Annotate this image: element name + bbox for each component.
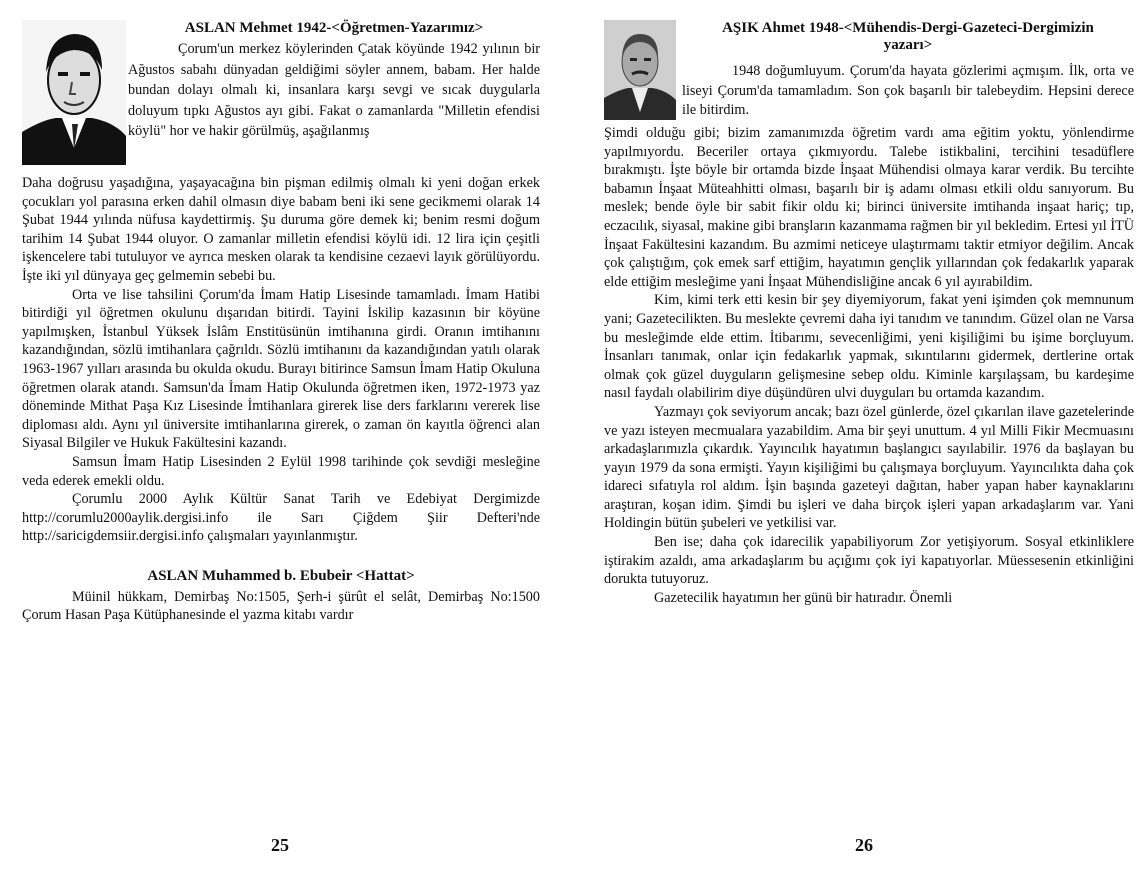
page-left-subheading: ASLAN Muhammed b. Ebubeir <Hattat> bbox=[147, 567, 415, 584]
body-paragraph: Yazmayı çok seviyorum ancak; bazı özel günlerde, özel çıkarılan ilave gazetelerinde ve yazı isteyen mecmualara yazabildim. Ama bir şeyi unuttum. 4 yıl Milli Fikir Mecmuasını arkadaşlarımızla çıkardık. Yayıncılık hayatımın başlangıcı sayılabilir. 1976 da başlayan bu yayın 1979 da sona ermişti. Yayın kişiliğimi bu çalışmaya borçluyum. Yayıncılıkta daha çok idareci sıfatıyla rol aldım. İşin başında gazeteyi dağıtan, haber yapan haber kaynaklarını araştıran, koşan idim. Şimdi bu işleri ve daha birçok işleri yapan arkadaşlarım var. Yani Holdingin bütün şubeleri ve yetkilisi var. bbox=[604, 403, 1134, 532]
author-photo-aslan-mehmet bbox=[22, 20, 126, 165]
body-paragraph: Kim, kimi terk etti kesin bir şey diyemiyorum, fakat yeni işimden çok memnunum yani; Gazetecilikten. Bu meslekte çevremi daha iyi tanıdım ve tanındım. Güzel olan ne Varsa bu mesleğimde elde ettim. İtibarımı, sevecenliğimi, yeni kişiliğimi bu işime borçluyum. İnsanları tanımak, onlar için fedakarlık yapmak, sıkıntılarını gidermek, dertlerine ortak olmak çok güzel duyguların gelişmesine sebep oldu. Kiminle karşılaşsam, bu kardeşime nasıl faydalı olabilirim diye düşündüren ulvi duyguları bu ortamda kazandım. bbox=[604, 292, 1134, 402]
body-paragraph: Daha doğrusu yaşadığına, yaşayacağına bin pişman edilmiş olmalı ki yeni doğan erkek çocukları yol parasına erken dahil olmasın diye babam beni iki sene gecikmemi olarak 14 Şubat 1944 yılında nüfusa kaydettirmiş. Şu duruma göre demek ki; benim resmi doğum tarihim 14 Şubat 1944 oluyor. O zamanlar milletin efendisi köylü idi. 12 lira için çeşitli işkencelere tabi tutuluyor ve ayrıca mesken olarak ta kendisine cezaevi layık görülüyordu. İşte iki yıl dünyaya geç gelmemin sebebi bu. bbox=[22, 175, 540, 284]
page-right-heading: AŞIK Ahmet 1948-<Mühendis-Dergi-Gazeteci-Dergimizin yazarı> bbox=[722, 20, 1094, 53]
page-number: 25 bbox=[271, 835, 289, 855]
author-photo-asik-ahmet bbox=[604, 20, 676, 120]
body-paragraph: Çorumlu 2000 Aylık Kültür Sanat Tarih ve Edebiyat Dergimizde http://corumlu2000aylik.dergisi.info ile Sarı Çiğdem Şiir Defteri'nde http://saricigdemsiir.dergisi.info çalışmaları yayınlanmıştır. bbox=[22, 491, 540, 545]
page-left bbox=[0, 0, 560, 870]
body-paragraph: Gazetecilik hayatımın her günü bir hatıradır. Önemli bbox=[654, 589, 953, 606]
body-paragraph: Ben ise; daha çok idarecilik yapabiliyorum Zor yetişiyorum. Sosyal etkinliklere iştirakim azaldı, ama arkadaşlarım bu açığımı çok iyi kapatıyorlar. Müessesenin etkinliğini dorukta tutuyoruz. bbox=[604, 534, 1134, 588]
body-paragraph: Orta ve lise tahsilini Çorum'da İmam Hatip Lisesinde tamamladı. İmam Hatibi bitirdiği yıl öğretmen okulunu dışarıdan bitirdi. Tayini İskilip kazasının bir köyüne yapılmışken, İstanbul Yüksek İslâm Enstitüsünün imtihanına girdi. Oranın imtihanını kazandığından, sözlü imtihanlara çağrıldı. Sözlü imtihanını da kazandığından yatılı olarak 1963-1967 yılları arasında bu okulda okudu. Burayı bitirince Samsun İmam Hatip Okuluna öğretmen olarak atandı. Samsun'da İmam Hatip Okulunda öğretmen iken, 1972-1973 yaz döneminde Mithat Paşa Kız Lisesinde İmtihanlara girerek lise ders farklarını vererek lise diploması aldı. Aynı yıl üniversite imtihanlarına girerek, o zaman ön kayıtla öğrenci alan Siyasal Bilgiler ve Hukuk Fakültesini kazandı. bbox=[22, 286, 540, 452]
body-paragraph: Şimdi olduğu gibi; bizim zamanımızda öğretim vardı ama eğitim yoktu, yönlendirme yapılmıyordu. Beceriler ortaya çıkmıyordu. Talebe istikbalini, tercihini tesadüflere bırakmıştı. İşte böyle bir ortamda bizde İnşaat Mühendisi olmaya karar verdik. Bu tercihte babamın İnşaat Müteahhitti olması, başarılı bir iş adamı olması etkili oldu sanıyorum. Bu meslek; bende öyle bir sabit fikir oldu ki; birinci üniversite imtihanda inşaat hariç; tıp, eczacılık, siyasal, makine gibi branşların kazanmama rağmen bir yıl bekledim. Ertesi yıl İTÜ İnşaat Fakültesini kazandım. Bu azmimi neticeye ulaştırmamı taktir etmiyor değilim. Ancak çok çalıştığım, çok emek sarf ettiğim, hayatımın gençlik yıllarından çok fedakarlık yaparak elde ettiğim mesleğime yani İnşaat Mühendisliğine ancak 6 yıl ayırabildim. bbox=[604, 125, 1134, 290]
intro-paragraph: Çorum'un merkez köylerinden Çatak köyünde 1942 yılının bir Ağustos sabahı dünyadan geldiğimi söyler annem, babam. Her halde bundan dolayı olmalı ki, insanlara karşı sevgi ve sıcak duygularla doluyum tıpkı Ağustos ayı gibi. Fakat o zamanlarda "Milletin efendisi köylü" hor ve hakir görülmüş, aşağılanmış bbox=[128, 41, 540, 139]
page-right bbox=[586, 0, 1142, 870]
body-paragraph: Samsun İmam Hatip Lisesinden 2 Eylül 1998 tarihinde çok sevdiği mesleğine veda ederek emekli oldu. bbox=[22, 453, 540, 489]
page-number: 26 bbox=[855, 835, 873, 855]
body-paragraph: Müinil hükkam, Demirbaş No:1505, Şerh-i şürût el selât, Demirbaş No:1500 Çorum Hasan Paşa Kütüphanesinde el yazma kitabı vardır bbox=[22, 588, 540, 624]
page-left-heading: ASLAN Mehmet 1942-<Öğretmen-Yazarımız> bbox=[184, 20, 484, 36]
intro-paragraph: 1948 doğumluyum. Çorum'da hayata gözlerimi açmışım. İlk, orta ve liseyi Çorum'da tamamladım. Son çok başarılı bir talebeydim. Hepsini derece ile bitirdim. bbox=[682, 63, 1134, 118]
